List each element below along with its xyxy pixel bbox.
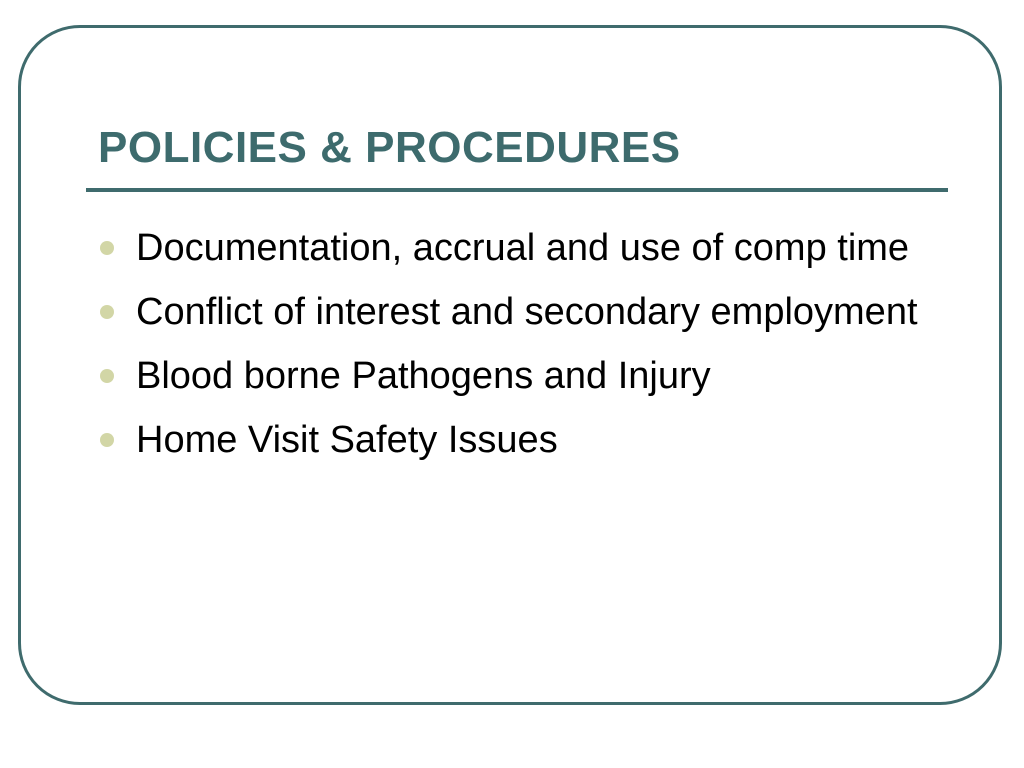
bullet-item [96, 222, 956, 274]
bullet-item [96, 414, 956, 466]
bullet-dot-icon [100, 305, 114, 319]
slide-title: POLICIES & PROCEDURES [98, 123, 681, 172]
bullet-text: Conflict of interest and secondary employment [136, 291, 918, 333]
bullet-item [96, 350, 956, 402]
bullet-dot-icon [100, 369, 114, 383]
bullet-dot-icon [100, 433, 114, 447]
bullet-dot-icon [100, 241, 114, 255]
bullet-item [96, 286, 956, 338]
bullet-text: Home Visit Safety Issues [136, 419, 558, 461]
bullet-list [96, 222, 956, 478]
bullet-text: Documentation, accrual and use of comp time [136, 227, 910, 269]
title-underline [86, 188, 948, 192]
bullet-text: Blood borne Pathogens and Injury [136, 355, 711, 397]
